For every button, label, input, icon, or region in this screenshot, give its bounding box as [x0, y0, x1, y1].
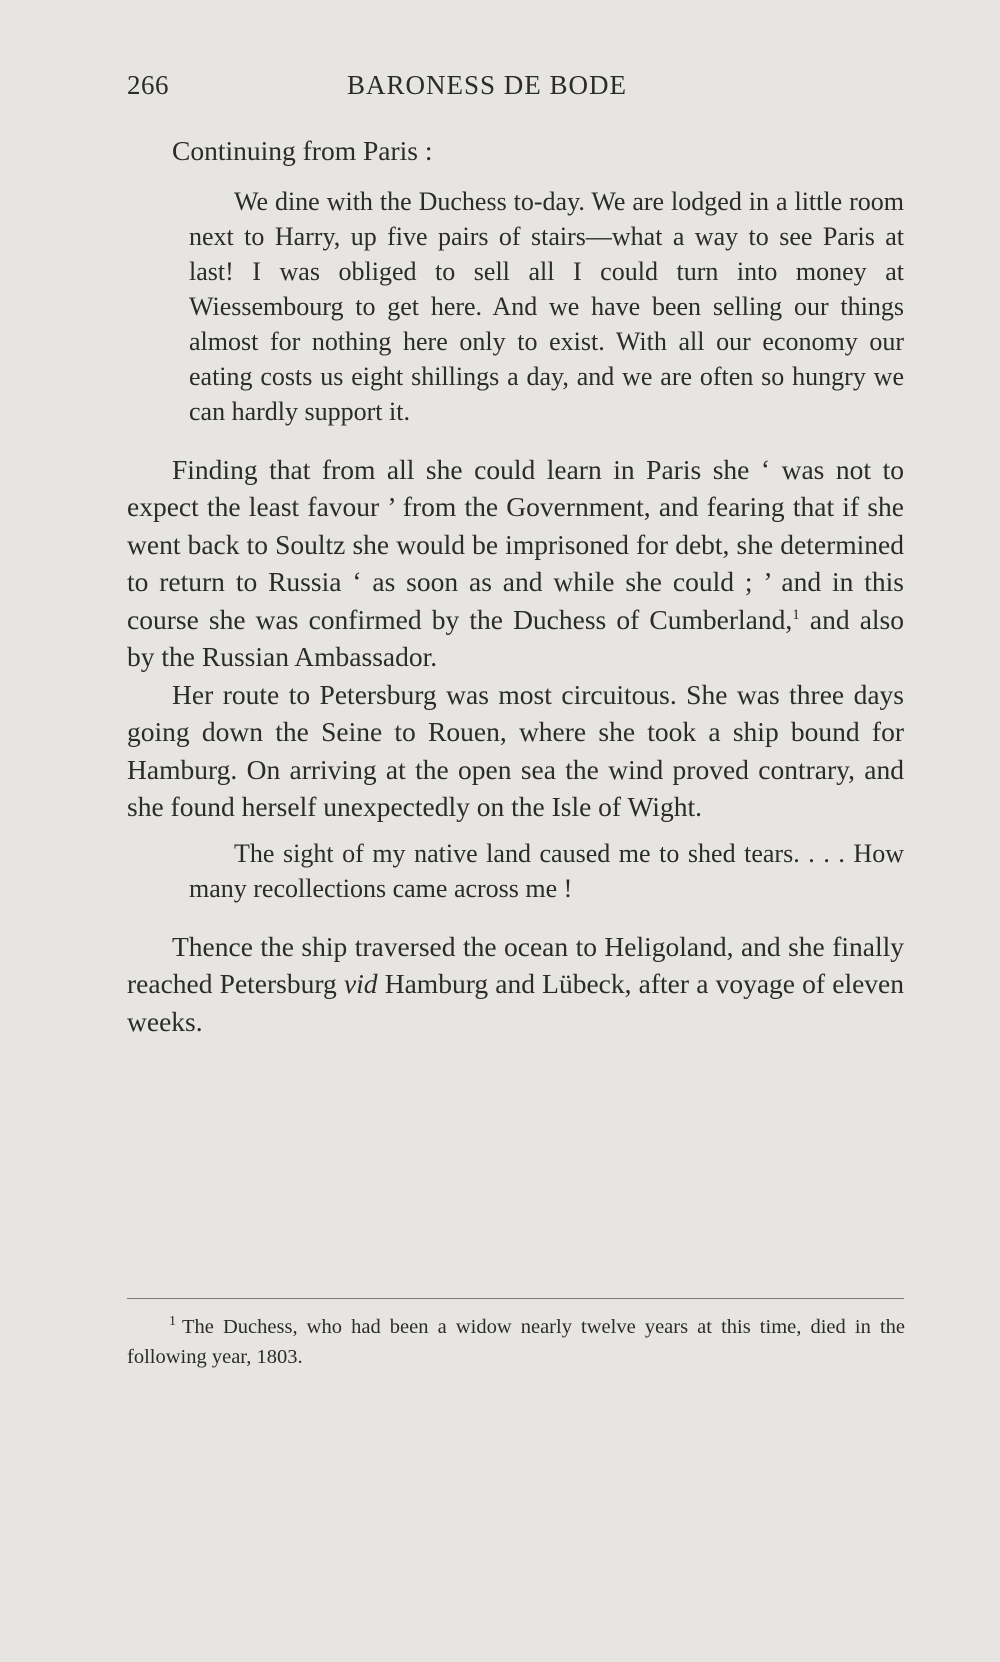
paragraph: Her route to Petersburg was most circuitous. She was three days going down the Seine to Rouen, where she took a ship bound for Hamburg. On arriving at the open sea the wind proved contrary, and she found herself unexpectedly on the Isle of Wight.: [127, 678, 904, 822]
paragraph-text: and also by the Russian Ambassador.: [127, 603, 904, 672]
paragraph-text: Thence the ship traversed the ocean to Heligoland, and she finally reached Petersburg: [127, 930, 904, 999]
footnote-mark: 1: [169, 1314, 176, 1330]
page-number: 266: [127, 70, 169, 100]
paragraph-text: Hamburg and Lübeck, after a voyage of eleven weeks.: [127, 968, 904, 1037]
footnote-text: The Duchess, who had been a widow nearly twelve years at this time, died in the following year, 1803.: [127, 1316, 905, 1368]
paragraph-text: Finding that from all she could learn in Paris she ‘ was not to expect the least favour ’ from the Government, and fearing that if she went back to Soultz she would be imprisoned for debt, she determined to return to Russia ‘ as soon as and while she could ; ’ and in this course she was confirmed by the Duchess of Cumberland,: [127, 453, 904, 635]
italic-text: vid: [343, 968, 378, 999]
page-header: [127, 70, 907, 110]
block-quote: We dine with the Duchess to-day. We are lodged in a little room next to Harry, up five pairs of stairs—what a way to see Paris at last! I was obliged to sell all I could turn into money at Wiessembourg to get here. And we have been selling our things almost for nothing here only to exist. With all our economy our eating costs us eight shillings a day, and we are often so hungry we can hardly support it.: [189, 186, 904, 426]
paragraph: [127, 451, 904, 676]
footnote-reference: 1: [792, 606, 800, 623]
footnote: [127, 1312, 905, 1372]
block-quote: The sight of my native land caused me to shed tears. . . . How many recollections came across me !: [189, 838, 904, 903]
paragraph: [127, 928, 904, 1041]
footnote-rule: [127, 1298, 904, 1299]
running-head: BARONESS DE BODE: [347, 70, 628, 100]
body-text: [127, 132, 904, 1040]
intro-line: Continuing from Paris :: [172, 135, 433, 166]
